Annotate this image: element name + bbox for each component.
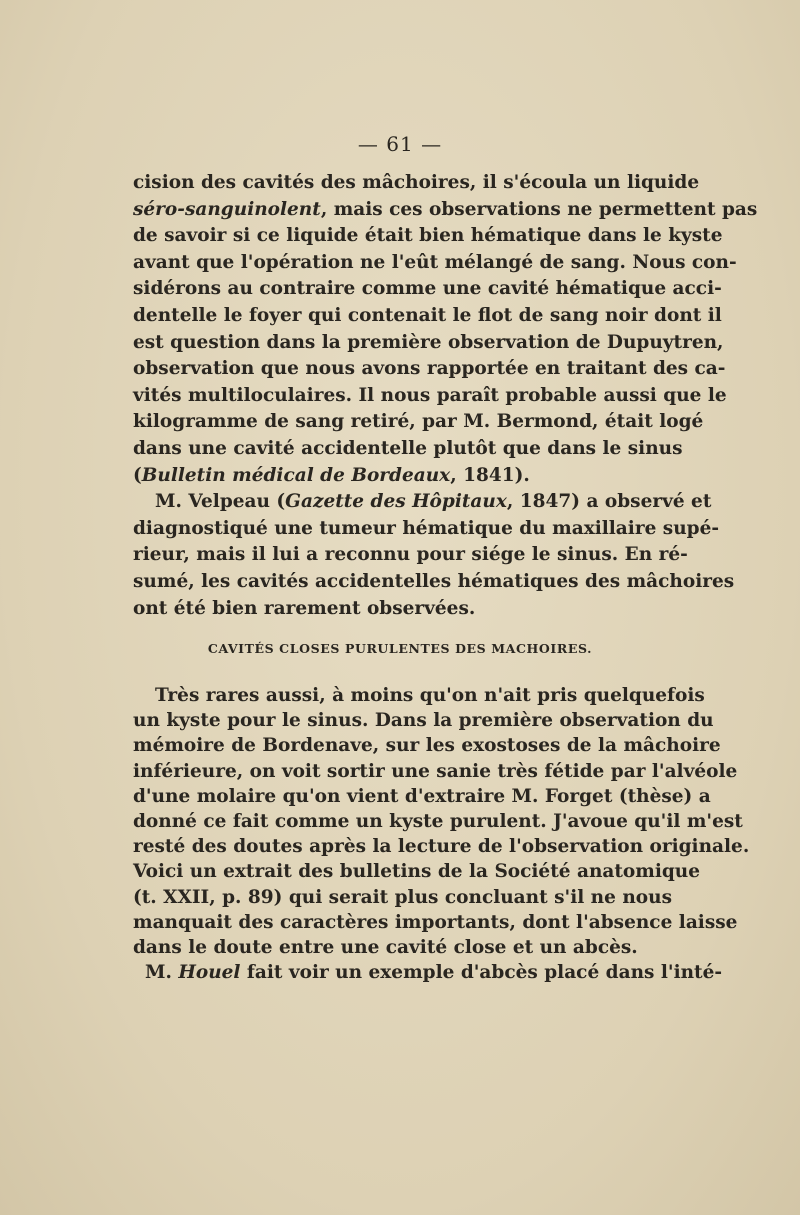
text-line: rieur, mais il lui a reconnu pour siége le sinus. En ré- — [133, 544, 688, 566]
text-fragment: , 1841). — [450, 464, 530, 486]
text-line — [133, 463, 628, 490]
text-line — [133, 197, 758, 224]
text-line: donné ce fait comme un kyste purulent. J'avoue qu'il m'est — [133, 811, 743, 833]
text-line: diagnostiqué une tumeur hématique du maxillaire supé- — [133, 517, 720, 539]
text-line: vités multiloculaires. Il nous paraît probable aussi que le — [133, 384, 727, 406]
text-fragment: M. Velpeau ( — [155, 491, 286, 513]
body-text-section-1 — [133, 170, 758, 622]
italic-name: Houel — [178, 962, 241, 984]
page-number: — 61 — — [357, 132, 443, 156]
text-line: avant que l'opération ne l'eût mélangé de sang. Nous con- — [133, 251, 737, 273]
text-line: manquait des caractères importants, dont l'absence laisse — [133, 911, 738, 933]
text-line: resté des doutes après la lecture de l'observation originale. — [133, 836, 750, 858]
section-heading: CAVITÉS CLOSES PURULENTES DES MACHOIRES. — [207, 641, 593, 656]
text-line: un kyste pour le sinus. Dans la première observation du — [133, 710, 714, 732]
text-line: ont été bien rarement observées. — [133, 597, 476, 619]
body-text-section-2 — [133, 683, 750, 985]
text-line: observation que nous avons rapportée en traitant des ca- — [133, 358, 726, 380]
text-line: mémoire de Bordenave, sur les exostoses de la mâchoire — [133, 735, 721, 757]
italic-citation: Bulletin médical de Bordeaux — [141, 464, 451, 486]
text-line: dentelle le foyer qui contenait le flot de sang noir dont il — [133, 304, 722, 326]
text-fragment: , mais ces observations ne permettent pas — [320, 198, 758, 220]
text-line — [133, 489, 712, 516]
text-fragment: , 1847) a observé et — [506, 491, 712, 513]
text-line: de savoir si ce liquide était bien hématique dans le kyste — [133, 225, 723, 247]
text-line: Très rares aussi, à moins qu'on n'ait pris quelquefois — [155, 685, 705, 706]
text-fragment: ( — [133, 464, 142, 486]
text-line: Voici un extrait des bulletins de la Société anatomique — [133, 861, 701, 883]
text-line: d'une molaire qu'on vient d'extraire M. Forget (thèse) a — [133, 785, 711, 807]
text-line: sumé, les cavités accidentelles hématiques des mâchoires — [133, 570, 735, 592]
text-line: sidérons au contraire comme une cavité hématique acci- — [133, 278, 722, 300]
text-line: kilogramme de sang retiré, par M. Bermond, était logé — [133, 411, 704, 433]
text-line: cision des cavités des mâchoires, il s'écoula un liquide — [133, 172, 700, 193]
text-line: inférieure, on voit sortir une sanie très fétide par l'alvéole — [133, 760, 738, 782]
text-fragment: fait voir un exemple d'abcès placé dans l'inté- — [240, 962, 723, 984]
text-line: dans le doute entre une cavité close et un abcès. — [133, 937, 638, 959]
text-line — [133, 960, 723, 985]
italic-term: séro-sanguinolent — [133, 198, 321, 220]
text-line: dans une cavité accidentelle plutôt que dans le sinus — [133, 437, 683, 459]
italic-citation: Gazette des Hôpitaux — [285, 491, 507, 513]
text-line: est question dans la première observation de Dupuytren, — [133, 331, 724, 353]
text-fragment: M. — [145, 962, 179, 984]
text-line: (t. XXII, p. 89) qui serait plus concluant s'il ne nous — [133, 886, 673, 908]
